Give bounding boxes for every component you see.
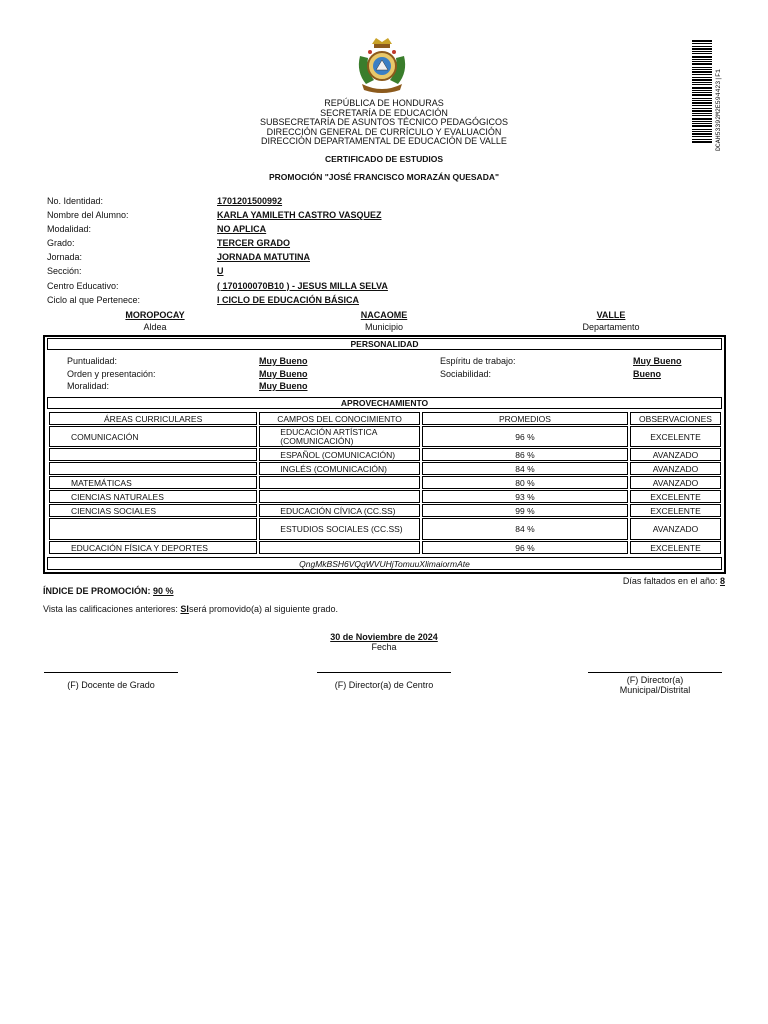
barcode-bar: [692, 129, 712, 130]
sig-director-municipal-line1: (F) Director(a): [626, 675, 684, 685]
info-value: I CICLO DE EDUCACIÓN BÁSICA: [217, 294, 360, 305]
table-row: [49, 490, 721, 503]
header-line: SUBSECRETARÍA DE ASUNTOS TÉCNICO PEDAGÓGICOS: [259, 117, 509, 127]
observacion-cell: AVANZADO: [630, 448, 721, 461]
header-line: DIRECCIÓN GENERAL DE CURRÍCULO Y EVALUACIÓN: [266, 126, 502, 137]
barcode-bar: [692, 74, 712, 75]
barcode-bar: [692, 84, 712, 85]
vista-post: será promovido(a) al siguiente grado.: [188, 604, 339, 614]
pers-value: Muy Bueno: [259, 356, 308, 366]
barcode-bar: [692, 90, 712, 91]
area-cell: COMUNICACIÓN: [49, 426, 257, 447]
grades-box: [43, 335, 726, 574]
info-value: ( 170100070B10 ) - JESUS MILLA SELVA: [217, 280, 388, 291]
header-line: DIRECCIÓN DEPARTAMENTAL DE EDUCACIÓN DE VALLE: [261, 136, 507, 146]
barcode-bar: [692, 87, 712, 89]
header-line: SECRETARÍA DE EDUCACIÓN: [320, 107, 448, 118]
observacion-cell: AVANZADO: [630, 476, 721, 489]
promedio-cell: 96 %: [422, 541, 628, 554]
area-cell: MATEMÁTICAS: [49, 476, 257, 489]
municipio-value: NACAOME: [360, 310, 408, 320]
personalidad-header: PERSONALIDAD: [47, 338, 722, 350]
campo-cell: EDUCACIÓN CÍVICA (CC.SS): [259, 504, 420, 517]
info-row: [47, 196, 707, 210]
info-label: Nombre del Alumno:: [47, 210, 129, 221]
observacion-cell: EXCELENTE: [630, 504, 721, 517]
column-header: CAMPOS DEL CONOCIMIENTO: [259, 412, 420, 425]
sig-director-municipal-line2: Municipal/Distrital: [619, 685, 691, 695]
barcode-bar: [692, 59, 712, 60]
barcode-bar: [692, 108, 712, 109]
dias-faltados: [623, 576, 725, 586]
info-row: [47, 224, 707, 238]
promedio-cell: 99 %: [422, 504, 628, 517]
info-value: JORNADA MATUTINA: [217, 252, 310, 263]
barcode-bar: [692, 92, 712, 93]
info-value: 1701201500992: [217, 196, 283, 206]
indice-value: 90 %: [153, 586, 174, 596]
info-label: No. Identidad:: [47, 196, 104, 206]
barcode-bar: [692, 43, 712, 44]
info-label: Jornada:: [47, 252, 83, 263]
barcode-bar: [692, 53, 712, 54]
barcode-bar: [692, 125, 712, 127]
promotion-title: PROMOCIÓN "JOSÉ FRANCISCO MORAZÁN QUESADA": [268, 172, 499, 182]
info-value: TERCER GRADO: [217, 238, 291, 249]
campo-cell: [259, 541, 420, 554]
barcode-bar: [692, 69, 712, 70]
pers-label: Espíritu de trabajo:: [440, 356, 516, 366]
info-value: KARLA YAMILETH CASTRO VASQUEZ: [217, 210, 382, 221]
barcode-bar: [692, 51, 712, 52]
table-row: [49, 518, 721, 540]
barcode-bar: [692, 139, 712, 140]
area-cell: CIENCIAS SOCIALES: [49, 504, 257, 517]
barcode-text: DCAH53392M2E594423|F1: [715, 69, 722, 151]
aldea: [75, 310, 235, 332]
barcode-bar: [692, 133, 712, 135]
campo-cell: [259, 476, 420, 489]
barcode-bar: [692, 136, 712, 137]
grades-table: [47, 411, 723, 555]
campo-cell: EDUCACIÓN ARTÍSTICA (COMUNICACIÓN): [259, 426, 420, 447]
barcode-bar: [692, 71, 712, 73]
barcode-bar: [692, 56, 712, 58]
honduras-coat-of-arms: [352, 36, 412, 96]
pers-value: Bueno: [633, 369, 661, 379]
signature-line-docente: [44, 672, 178, 673]
campo-cell: [259, 490, 420, 503]
institution-header: [200, 99, 568, 147]
promedio-cell: 86 %: [422, 448, 628, 461]
barcode-bar: [692, 123, 712, 124]
info-row: [47, 210, 707, 224]
barcode-bar: [692, 67, 712, 68]
fecha-value: 30 de Noviembre de 2024: [330, 632, 438, 642]
verification-code: QngMkBSH6VQqWVUHjTomuuXlimaiormAte: [47, 557, 722, 570]
info-value: NO APLICA: [217, 224, 267, 235]
promedio-cell: 80 %: [422, 476, 628, 489]
promedio-cell: 84 %: [422, 462, 628, 475]
sig-docente-label: (F) Docente de Grado: [67, 680, 155, 690]
barcode-bar: [692, 110, 712, 112]
pers-label: Moralidad:: [67, 381, 110, 391]
vista-text: Vista las calificaciones anteriores:: [43, 604, 178, 614]
observacion-cell: EXCELENTE: [630, 426, 721, 447]
promotion-statement: [43, 604, 338, 614]
barcode-bar: [692, 100, 712, 101]
info-row: [47, 252, 707, 266]
info-label: Modalidad:: [47, 224, 92, 235]
dias-value: 8: [719, 576, 725, 586]
sig-director-centro-label: (F) Director(a) de Centro: [334, 680, 434, 690]
promedio-cell: 84 %: [422, 518, 628, 540]
area-cell: [49, 518, 257, 540]
table-header-row: [49, 412, 721, 425]
info-label: Sección:: [47, 266, 82, 277]
municipio: [304, 310, 464, 332]
municipio-label: Municipio: [364, 322, 404, 332]
barcode-bar: [692, 63, 712, 65]
student-info: [47, 196, 707, 309]
aprovechamiento-header: APROVECHAMIENTO: [47, 397, 722, 409]
barcode-bar: [692, 113, 712, 114]
campo-cell: ESTUDIOS SOCIALES (CC.SS): [259, 518, 420, 540]
barcode-bar: [692, 102, 712, 104]
barcode-bar: [692, 105, 712, 106]
pers-label: Sociabilidad:: [440, 369, 492, 379]
barcode-bar: [692, 61, 712, 62]
table-row: [49, 426, 721, 447]
barcode-bar: [692, 48, 712, 50]
signature-line-director-municipal: [588, 672, 722, 673]
table-row: [49, 448, 721, 461]
indice-promocion: [43, 586, 174, 596]
promedio-cell: 96 %: [422, 426, 628, 447]
indice-label: ÍNDICE DE PROMOCIÓN:: [43, 586, 151, 596]
table-row: [49, 541, 721, 554]
barcode-bar: [692, 40, 712, 42]
table-row: [49, 462, 721, 475]
pers-value: Muy Bueno: [633, 356, 682, 366]
barcode-bar: [692, 121, 712, 122]
area-cell: EDUCACIÓN FÍSICA Y DEPORTES: [49, 541, 257, 554]
barcode-bar: [692, 79, 712, 81]
header-line: REPÚBLICA DE HONDURAS: [324, 98, 444, 108]
barcode: [692, 40, 722, 152]
fecha-block: [284, 632, 484, 652]
pers-value: Muy Bueno: [259, 381, 308, 391]
pers-label: Orden y presentación:: [67, 369, 156, 379]
observacion-cell: EXCELENTE: [630, 490, 721, 503]
sig-director-municipal-label: [578, 675, 732, 695]
departamento-value: VALLE: [596, 310, 626, 320]
column-header: PROMEDIOS: [422, 412, 628, 425]
document-title: CERTIFICADO DE ESTUDIOS: [324, 154, 444, 164]
barcode-bar: [692, 46, 712, 47]
barcode-bar: [692, 82, 712, 83]
barcode-bar: [692, 77, 712, 78]
observacion-cell: EXCELENTE: [630, 541, 721, 554]
barcode-bar: [692, 131, 712, 132]
barcode-bar: [692, 118, 712, 120]
campo-cell: INGLÉS (COMUNICACIÓN): [259, 462, 420, 475]
info-label: Grado:: [47, 238, 75, 249]
barcode-bar: [692, 115, 712, 116]
signature-line-director-centro: [317, 672, 451, 673]
info-row: [47, 238, 707, 252]
observacion-cell: AVANZADO: [630, 518, 721, 540]
campo-cell: ESPAÑOL (COMUNICACIÓN): [259, 448, 420, 461]
info-row: [47, 281, 707, 295]
area-cell: [49, 448, 257, 461]
departamento-label: Departamento: [582, 322, 640, 332]
departamento: [531, 310, 691, 332]
pers-value: Muy Bueno: [259, 369, 308, 379]
area-cell: [49, 462, 257, 475]
dias-label: Días faltados en el año:: [622, 576, 718, 586]
info-label: Ciclo al que Pertenece:: [47, 294, 141, 305]
barcode-bar: [692, 141, 712, 143]
pers-label: Puntualidad:: [67, 356, 118, 366]
area-cell: CIENCIAS NATURALES: [49, 490, 257, 503]
info-row: [47, 295, 707, 309]
info-row: [47, 266, 707, 280]
column-header: OBSERVACIONES: [630, 412, 721, 425]
table-row: [49, 504, 721, 517]
table-row: [49, 476, 721, 489]
vista-si: SI: [180, 604, 189, 614]
fecha-label: Fecha: [371, 642, 397, 652]
barcode-bar: [692, 98, 712, 99]
observacion-cell: AVANZADO: [630, 462, 721, 475]
aldea-value: MOROPOCAY: [125, 310, 185, 320]
promedio-cell: 93 %: [422, 490, 628, 503]
info-value: U: [217, 266, 224, 277]
info-label: Centro Educativo:: [47, 280, 119, 291]
column-header: ÁREAS CURRICULARES: [49, 412, 257, 425]
barcode-bar: [692, 94, 712, 96]
aldea-label: Aldea: [143, 322, 167, 332]
